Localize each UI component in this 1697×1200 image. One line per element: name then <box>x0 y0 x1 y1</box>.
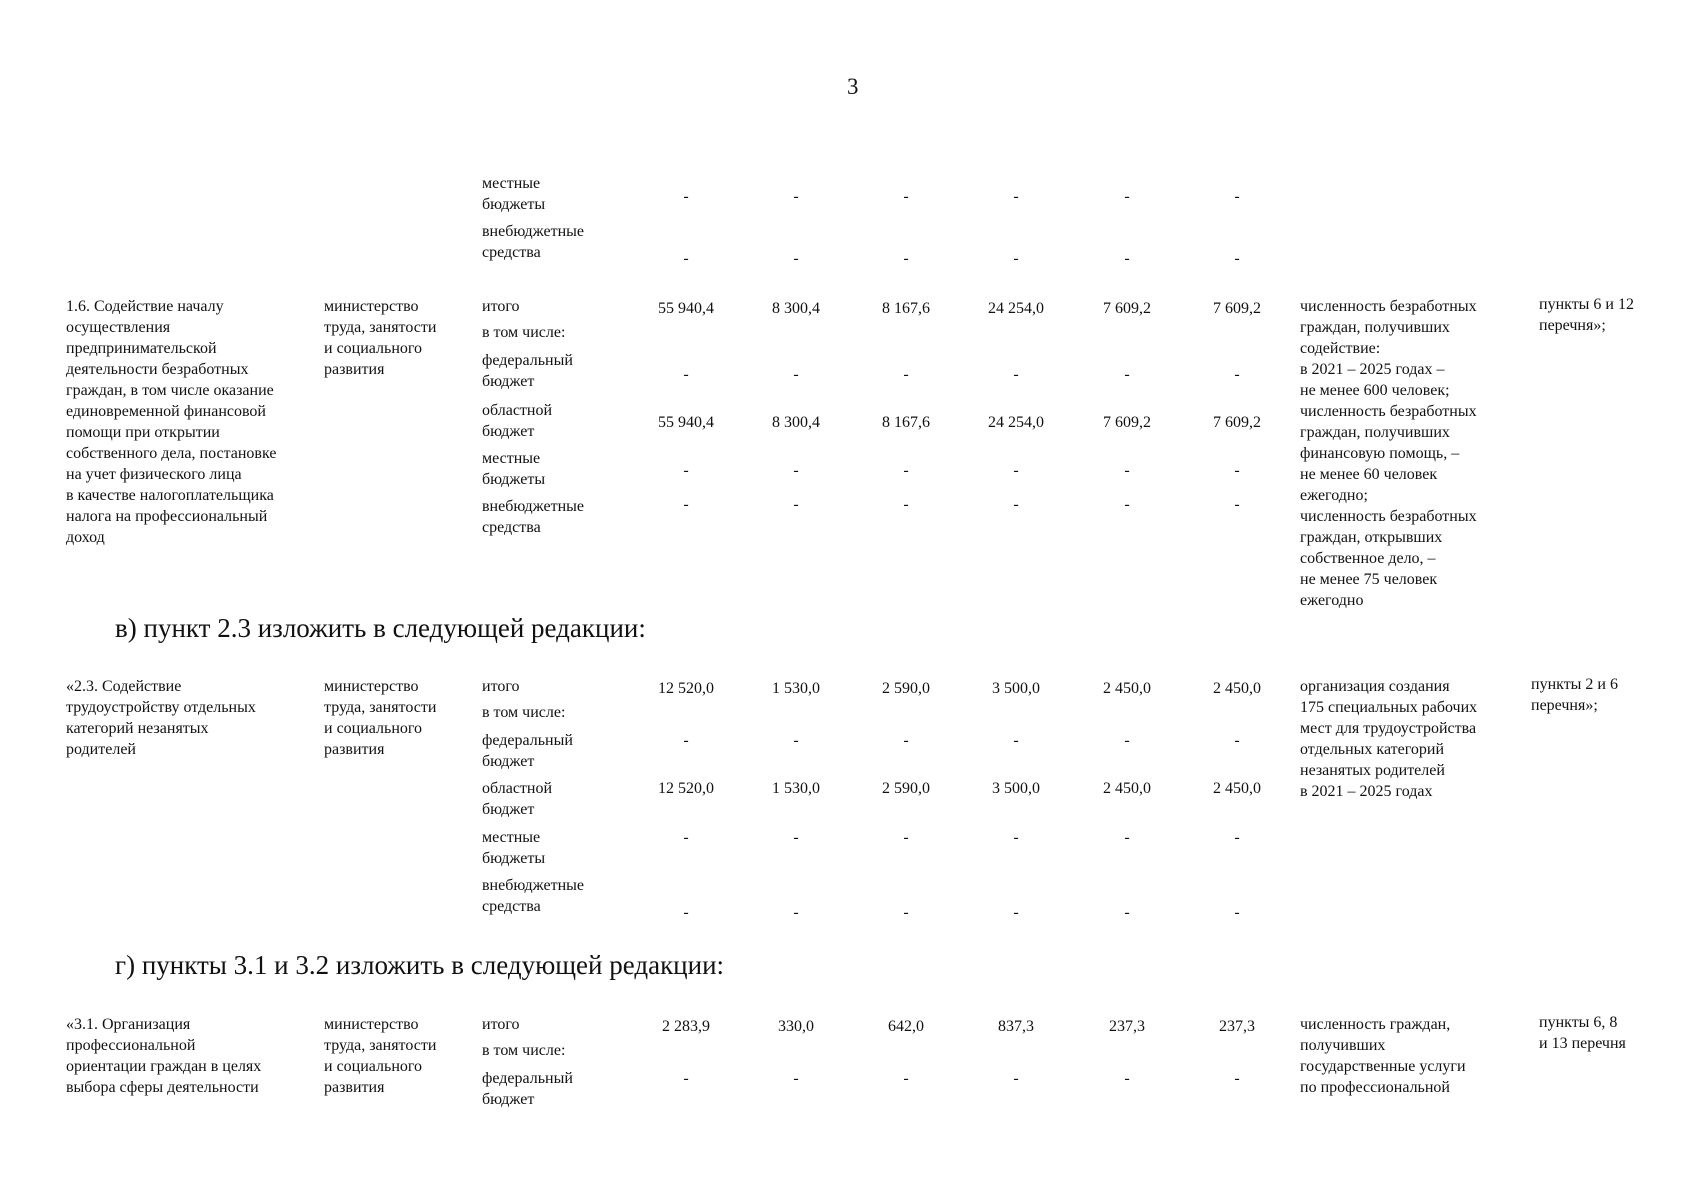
item_2_3-local-label-line: бюджеты <box>482 850 546 867</box>
item_3_1-federal-value: - <box>903 1070 909 1087</box>
item_1_6-name-line: предпринимательской <box>66 340 217 357</box>
item_1_6-federal-value: - <box>903 366 909 383</box>
item_2_3-regional-label-line: областной <box>482 780 553 797</box>
item_3_1-federal-value: - <box>793 1070 799 1087</box>
item_1_6-federal-value: - <box>1234 366 1240 383</box>
item_1_6-indicator-line: граждан, получивших <box>1300 319 1450 336</box>
item_3_1-itogo-value: 837,3 <box>998 1018 1034 1035</box>
extrabudgetary-value: - <box>683 250 689 267</box>
item_1_6-local-value: - <box>1124 462 1130 479</box>
item_1_6-local-label-line: бюджеты <box>482 471 546 488</box>
item_3_1-executor-line: развития <box>324 1079 385 1096</box>
item_2_3-extra-label-line: внебюджетные <box>482 877 584 894</box>
item_1_6-executor-line: развития <box>324 361 385 378</box>
item_1_6-extra-value: - <box>683 496 689 513</box>
item_2_3-extra-label-line: средства <box>482 898 541 915</box>
item_2_3-executor <box>324 676 436 760</box>
item_3_1-indicator-line: получивших <box>1300 1037 1386 1054</box>
row-label-local-budgets-line: бюджеты <box>482 196 546 213</box>
item_3_1-itogo-label: итого <box>482 1016 520 1033</box>
item_1_6-local-value: - <box>1013 462 1019 479</box>
item_2_3-local-value: - <box>683 829 689 846</box>
item_1_6-name-line: граждан, в том числе оказание <box>66 382 274 399</box>
item_3_1-federal-label-line: бюджет <box>482 1091 535 1108</box>
item_3_1-executor-line: труда, занятости <box>324 1037 437 1054</box>
item_1_6-executor <box>324 296 436 380</box>
item_2_3-extra-value: - <box>1234 904 1240 921</box>
item_1_6-indicator-line: финансовую помощь, – <box>1300 445 1460 462</box>
local-budgets-value: - <box>1234 188 1240 205</box>
section-heading-v: в) пункт 2.3 изложить в следующей редакции: <box>115 613 646 643</box>
item_2_3-name-line: трудоустройству отдельных <box>66 699 256 716</box>
item_1_6-indicator-line: в 2021 – 2025 годах – <box>1300 361 1445 378</box>
item_1_6-itogo-value: 8 167,6 <box>882 300 930 317</box>
item_3_1-itogo-value: 330,0 <box>778 1018 814 1035</box>
item_2_3-federal-value: - <box>1234 732 1240 749</box>
item_2_3-itogo-value: 2 450,0 <box>1103 680 1151 697</box>
item_1_6-regional-value: 7 609,2 <box>1213 414 1261 431</box>
item_1_6-regional-value: 8 167,6 <box>882 414 930 431</box>
item_1_6-federal-label-line: федеральный <box>482 352 573 369</box>
item_2_3-executor-line: и социального <box>324 720 423 737</box>
item_1_6-name-line: осуществления <box>66 319 171 336</box>
item_2_3-itogo-label: итого <box>482 678 520 695</box>
item_2_3-federal-value: - <box>903 732 909 749</box>
item_1_6-regional-value: 8 300,4 <box>772 414 820 431</box>
item_1_6-regional-value: 24 254,0 <box>988 414 1044 431</box>
item_1_6-regional-value: 55 940,4 <box>658 414 714 431</box>
item_3_1-federal-label <box>482 1068 573 1110</box>
item_2_3-regional-value: 2 590,0 <box>882 780 930 797</box>
item_1_6-extra-label-line: внебюджетные <box>482 498 584 515</box>
item_3_1-name-line: ориентации граждан в целях <box>66 1058 262 1075</box>
item_2_3-reference <box>1531 674 1618 716</box>
extrabudgetary-value: - <box>903 250 909 267</box>
item_3_1-name <box>66 1014 261 1098</box>
item_2_3-federal-value: - <box>1124 732 1130 749</box>
item_2_3-extra-value: - <box>793 904 799 921</box>
item_1_6-regional-value: 7 609,2 <box>1103 414 1151 431</box>
item_1_6-name-line: единовременной финансовой <box>66 403 266 420</box>
item_1_6-indicator-line: не менее 60 человек <box>1300 466 1438 483</box>
item_3_1-name-line: выбора сферы деятельности <box>66 1079 259 1096</box>
item_2_3-name-line: категорий незанятых <box>66 720 209 737</box>
item_1_6-federal-value: - <box>1013 366 1019 383</box>
item_2_3-indicator-line: организация создания <box>1300 678 1450 695</box>
local-budgets-value: - <box>683 188 689 205</box>
row-label-local-budgets <box>482 173 545 215</box>
item_3_1-reference-line: пункты 6, 8 <box>1539 1014 1618 1031</box>
item_2_3-regional-value: 12 520,0 <box>658 780 714 797</box>
item_1_6-itogo-value: 24 254,0 <box>988 300 1044 317</box>
item_1_6-name-line: налога на профессиональный <box>66 508 268 525</box>
item_1_6-local-value: - <box>1234 462 1240 479</box>
item_1_6-executor-line: труда, занятости <box>324 319 437 336</box>
item_1_6-itogo-value: 7 609,2 <box>1213 300 1261 317</box>
item_3_1-itogo-value: 2 283,9 <box>662 1018 710 1035</box>
item_3_1-federal-value: - <box>1013 1070 1019 1087</box>
item_2_3-federal-label-line: федеральный <box>482 732 573 749</box>
item_2_3-extra-value: - <box>683 904 689 921</box>
item_2_3-regional-value: 2 450,0 <box>1103 780 1151 797</box>
item_2_3-local-label <box>482 827 545 869</box>
item_2_3-v-tom-chisle: в том числе: <box>482 704 566 721</box>
item_2_3-regional-label <box>482 778 552 820</box>
item_2_3-name <box>66 676 256 760</box>
item_2_3-regional-value: 3 500,0 <box>992 780 1040 797</box>
item_1_6-itogo-value: 7 609,2 <box>1103 300 1151 317</box>
local-budgets-value: - <box>1013 188 1019 205</box>
item_1_6-regional-label-line: областной <box>482 402 553 419</box>
item_1_6-name-line: 1.6. Содействие началу <box>66 298 224 315</box>
item_2_3-regional-value: 2 450,0 <box>1213 780 1261 797</box>
item_1_6-executor-line: и социального <box>324 340 423 357</box>
item_1_6-name <box>66 296 276 548</box>
item_1_6-itogo-value: 8 300,4 <box>772 300 820 317</box>
item_2_3-executor-line: труда, занятости <box>324 699 437 716</box>
item_1_6-name-line: деятельности безработных <box>66 361 249 378</box>
item_2_3-indicator-line: незанятых родителей <box>1300 762 1445 779</box>
item_1_6-v-tom-chisle: в том числе: <box>482 324 566 341</box>
item_2_3-federal-value: - <box>793 732 799 749</box>
item_2_3-reference-line: пункты 2 и 6 <box>1531 676 1618 693</box>
item_1_6-name-line: собственного дела, постановке <box>66 445 277 462</box>
item_2_3-regional-value: 1 530,0 <box>772 780 820 797</box>
item_1_6-indicator <box>1300 296 1477 611</box>
item_2_3-local-value: - <box>1234 829 1240 846</box>
item_2_3-extra-value: - <box>1124 904 1130 921</box>
item_1_6-reference-line: перечня»; <box>1539 317 1606 334</box>
item_2_3-indicator-line: в 2021 – 2025 годах <box>1300 783 1433 800</box>
item_3_1-itogo-value: 237,3 <box>1219 1018 1255 1035</box>
item_2_3-itogo-value: 3 500,0 <box>992 680 1040 697</box>
item_1_6-extra-value: - <box>903 496 909 513</box>
item_2_3-itogo-value: 2 450,0 <box>1213 680 1261 697</box>
item_3_1-executor <box>324 1014 436 1098</box>
item_1_6-indicator-line: не менее 600 человек; <box>1300 382 1450 399</box>
row-label-extrabudgetary <box>482 221 584 263</box>
item_1_6-extra-label <box>482 496 584 538</box>
extrabudgetary-value: - <box>1234 250 1240 267</box>
item_3_1-indicator-line: государственные услуги <box>1300 1058 1466 1075</box>
item_3_1-federal-value: - <box>683 1070 689 1087</box>
item_1_6-reference-line: пункты 6 и 12 <box>1539 296 1634 313</box>
item_2_3-executor-line: министерство <box>324 678 419 695</box>
page-number: 3 <box>847 74 859 99</box>
item_1_6-name-line: на учет физического лица <box>66 466 242 483</box>
item_1_6-name-line: в качестве налогоплательщика <box>66 487 274 504</box>
item_3_1-executor-line: и социального <box>324 1058 423 1075</box>
item_1_6-indicator-line: численность безработных <box>1300 403 1477 420</box>
item_3_1-federal-value: - <box>1124 1070 1130 1087</box>
item_1_6-federal-label-line: бюджет <box>482 373 535 390</box>
item_1_6-name-line: доход <box>66 529 105 546</box>
item_2_3-federal-label-line: бюджет <box>482 753 535 770</box>
item_3_1-federal-value: - <box>1234 1070 1240 1087</box>
extrabudgetary-value: - <box>793 250 799 267</box>
item_3_1-indicator-line: численность граждан, <box>1300 1016 1451 1033</box>
item_2_3-local-value: - <box>793 829 799 846</box>
item_2_3-indicator-line: отдельных категорий <box>1300 741 1445 758</box>
item_1_6-federal-value: - <box>683 366 689 383</box>
row-label-local-budgets-line: местные <box>482 175 541 192</box>
item_1_6-itogo-value: 55 940,4 <box>658 300 714 317</box>
item_2_3-extra-label <box>482 875 584 917</box>
item_1_6-local-value: - <box>903 462 909 479</box>
item_1_6-local-value: - <box>683 462 689 479</box>
item_1_6-federal-value: - <box>1124 366 1130 383</box>
item_1_6-regional-label-line: бюджет <box>482 423 535 440</box>
item_2_3-itogo-value: 2 590,0 <box>882 680 930 697</box>
item_2_3-regional-label-line: бюджет <box>482 801 535 818</box>
item_2_3-name-line: «2.3. Содействие <box>66 678 182 695</box>
item_3_1-indicator-line: по профессиональной <box>1300 1079 1450 1096</box>
row-label-extrabudgetary-line: внебюджетные <box>482 223 584 240</box>
item_2_3-extra-value: - <box>1013 904 1019 921</box>
item_2_3-itogo-value: 1 530,0 <box>772 680 820 697</box>
extrabudgetary-value: - <box>1124 250 1130 267</box>
item_3_1-executor-line: министерство <box>324 1016 419 1033</box>
item_2_3-local-label-line: местные <box>482 829 541 846</box>
item_3_1-name-line: профессиональной <box>66 1037 196 1054</box>
item_2_3-federal-label <box>482 730 573 772</box>
item_3_1-indicator <box>1300 1014 1466 1098</box>
item_2_3-indicator-line: 175 специальных рабочих <box>1300 699 1478 716</box>
item_2_3-reference-line: перечня»; <box>1531 697 1598 714</box>
item_1_6-indicator-line: граждан, получивших <box>1300 424 1450 441</box>
local-budgets-value: - <box>903 188 909 205</box>
item_2_3-itogo-value: 12 520,0 <box>658 680 714 697</box>
item_1_6-regional-label <box>482 400 552 442</box>
item_1_6-indicator-line: ежегодно; <box>1300 487 1368 504</box>
item_3_1-name-line: «3.1. Организация <box>66 1016 191 1033</box>
item_1_6-indicator-line: не менее 75 человек <box>1300 571 1438 588</box>
item_3_1-federal-label-line: федеральный <box>482 1070 573 1087</box>
item_1_6-extra-value: - <box>1124 496 1130 513</box>
item_1_6-extra-value: - <box>793 496 799 513</box>
item_3_1-v-tom-chisle: в том числе: <box>482 1042 566 1059</box>
section-heading-g: г) пункты 3.1 и 3.2 изложить в следующей редакции: <box>115 950 725 980</box>
item_1_6-reference <box>1539 294 1634 336</box>
item_1_6-local-value: - <box>793 462 799 479</box>
item_2_3-executor-line: развития <box>324 741 385 758</box>
item_1_6-federal-label <box>482 350 573 392</box>
item_1_6-name-line: помощи при открытии <box>66 424 220 441</box>
row-label-extrabudgetary-line: средства <box>482 244 541 261</box>
item_2_3-federal-value: - <box>1013 732 1019 749</box>
item_2_3-name-line: родителей <box>66 741 136 758</box>
local-budgets-value: - <box>793 188 799 205</box>
item_1_6-indicator-line: ежегодно <box>1300 592 1364 609</box>
item_2_3-local-value: - <box>1013 829 1019 846</box>
item_3_1-itogo-value: 642,0 <box>888 1018 924 1035</box>
item_2_3-local-value: - <box>1124 829 1130 846</box>
item_3_1-reference <box>1539 1012 1626 1054</box>
item_1_6-indicator-line: численность безработных <box>1300 298 1477 315</box>
item_1_6-indicator-line: численность безработных <box>1300 508 1477 525</box>
item_1_6-local-label <box>482 448 545 490</box>
item_1_6-indicator-line: собственное дело, – <box>1300 550 1436 567</box>
item_2_3-local-value: - <box>903 829 909 846</box>
item_1_6-local-label-line: местные <box>482 450 541 467</box>
item_1_6-extra-value: - <box>1013 496 1019 513</box>
extrabudgetary-value: - <box>1013 250 1019 267</box>
item_3_1-itogo-value: 237,3 <box>1109 1018 1145 1035</box>
item_1_6-itogo-label: итого <box>482 298 520 315</box>
item_2_3-indicator <box>1300 676 1477 802</box>
item_1_6-extra-value: - <box>1234 496 1240 513</box>
item_1_6-indicator-line: граждан, открывших <box>1300 529 1443 546</box>
item_2_3-federal-value: - <box>683 732 689 749</box>
item_1_6-extra-label-line: средства <box>482 519 541 536</box>
item_2_3-extra-value: - <box>903 904 909 921</box>
item_1_6-federal-value: - <box>793 366 799 383</box>
local-budgets-value: - <box>1124 188 1130 205</box>
item_1_6-indicator-line: содействие: <box>1300 340 1381 357</box>
item_1_6-executor-line: министерство <box>324 298 419 315</box>
item_3_1-reference-line: и 13 перечня <box>1539 1035 1626 1052</box>
item_2_3-indicator-line: мест для трудоустройства <box>1300 720 1477 737</box>
